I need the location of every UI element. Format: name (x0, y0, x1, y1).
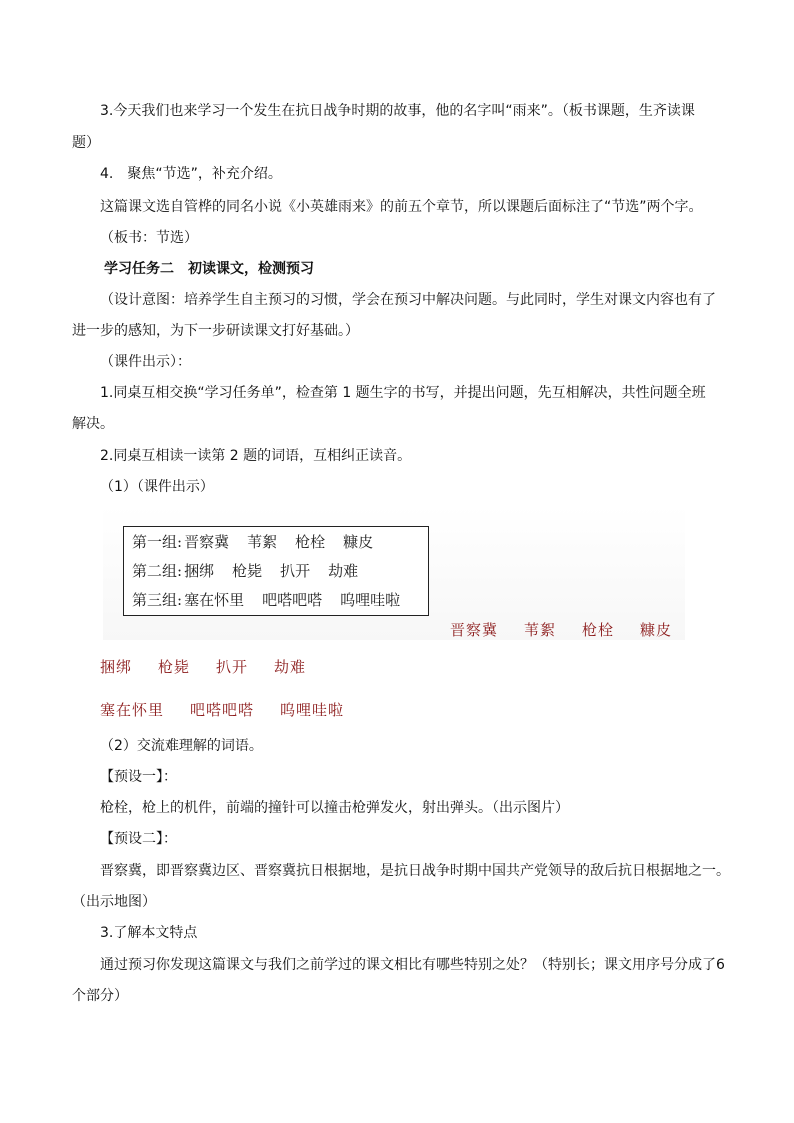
paragraph-line: （设计意图：培养学生自主预习的习惯，学会在预习中解决问题。与此同时，学生对课文内容也有了 (100, 292, 716, 308)
paragraph-line: （课件出示）： (100, 354, 191, 370)
paragraph-line: 4. 聚焦“节选”，补充介绍。 (100, 166, 282, 182)
paragraph-line: 2.同桌互相读一读第 2 题的词语，互相纠正读音。 (100, 448, 412, 464)
paragraph-line: 1.同桌互相交换“学习任务单”，检查第 1 题生字的书写，并提出问题，先互相解决，共性问题全班 (100, 385, 706, 401)
paragraph-line: （出示地图） (72, 894, 156, 910)
paragraph-line: （2）交流难理解的词语。 (100, 738, 263, 754)
red-word-row: 捆绑 枪毙 扒开 劫难 (100, 658, 307, 676)
section-heading: 学习任务二 初读课文，检测预习 (104, 261, 314, 277)
word-group-box (123, 526, 429, 616)
word-group-3: 第三组: 塞在怀里 吧嗒吧嗒 呜哩哇啦 (132, 591, 401, 609)
word-group-1: 第一组: 晋察冀 苇絮 枪栓 糠皮 (132, 533, 374, 551)
paragraph-line: 解决。 (72, 416, 114, 432)
paragraph-line: （1）（课件出示） (100, 479, 214, 495)
red-word-row: 塞在怀里 吧嗒吧嗒 呜哩哇啦 (100, 701, 345, 719)
paragraph-line: 个部分） (72, 988, 128, 1004)
paragraph-line: 晋察冀，即晋察冀边区、晋察冀抗日根据地，是抗日战争时期中国共产党领导的敌后抗日根据地之一。 (100, 863, 730, 879)
paragraph-line: （板书：节选） (100, 230, 198, 246)
paragraph-line: 3.今天我们也来学习一个发生在抗日战争时期的故事，他的名字叫“雨来”。（板书课题，生齐读课 (100, 103, 695, 119)
paragraph-line: 通过预习你发现这篇课文与我们之前学过的课文相比有哪些特别之处？（特别长；课文用序号分成了6 (100, 957, 725, 973)
paragraph-line: 【预设二】： (100, 831, 177, 847)
paragraph-line: 【预设一】： (100, 769, 177, 785)
paragraph-line: 题） (72, 135, 100, 151)
red-word-row: 晋察冀 苇絮 枪栓 糠皮 (450, 621, 673, 639)
paragraph-line: 这篇课文选自管桦的同名小说《小英雄雨来》的前五个章节，所以课题后面标注了“节选”两个字。 (100, 199, 703, 215)
paragraph-line: 3.了解本文特点 (100, 925, 198, 941)
word-group-2: 第二组: 捆绑 枪毙 扒开 劫难 (132, 562, 359, 580)
paragraph-line: 枪栓，枪上的机件，前端的撞针可以撞击枪弹发火，射出弹头。（出示图片） (100, 800, 569, 816)
paragraph-line: 进一步的感知，为下一步研读课文打好基础。） (72, 323, 359, 339)
